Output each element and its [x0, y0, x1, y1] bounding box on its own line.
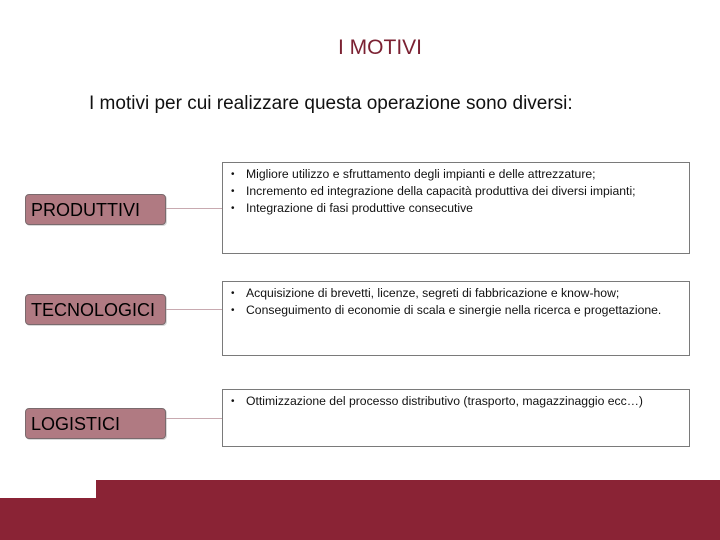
- list-item: • Integrazione di fasi produttive consecutive: [231, 201, 473, 215]
- bullet-icon: •: [231, 203, 235, 214]
- connector-produttivi: [166, 208, 222, 209]
- connector-logistici: [166, 418, 222, 419]
- details-logistici: [222, 389, 690, 447]
- bullet-icon: •: [231, 288, 235, 299]
- bullet-icon: •: [231, 169, 235, 180]
- category-label: TECNOLOGICI: [31, 300, 156, 320]
- category-label: LOGISTICI: [31, 414, 121, 434]
- category-label: PRODUTTIVI: [31, 200, 141, 220]
- bullet-icon: •: [231, 186, 235, 197]
- category-tecnologici: [25, 294, 166, 325]
- footer-bar: [96, 480, 720, 540]
- list-item: • Acquisizione di brevetti, licenze, segreti di fabbricazione e know-how;: [231, 286, 620, 300]
- category-produttivi: [25, 194, 166, 225]
- list-item: • Migliore utilizzo e sfruttamento degli impianti e delle attrezzature;: [231, 167, 596, 181]
- details-tecnologici: [222, 281, 690, 356]
- category-logistici: [25, 408, 166, 439]
- list-item: • Incremento ed integrazione della capacità produttiva dei diversi impianti;: [231, 184, 636, 198]
- footer-bar-left: [0, 498, 96, 540]
- list-item: • Conseguimento di economie di scala e sinergie nella ricerca e progettazione.: [231, 303, 662, 317]
- page-title: I MOTIVI: [338, 36, 422, 59]
- bullet-icon: •: [231, 305, 235, 316]
- intro-text: I motivi per cui realizzare questa operazione sono diversi:: [89, 93, 573, 114]
- list-item: • Ottimizzazione del processo distributivo (trasporto, magazzinaggio ecc…): [231, 394, 643, 408]
- details-produttivi: [222, 162, 690, 254]
- connector-tecnologici: [166, 309, 222, 310]
- bullet-icon: •: [231, 396, 235, 407]
